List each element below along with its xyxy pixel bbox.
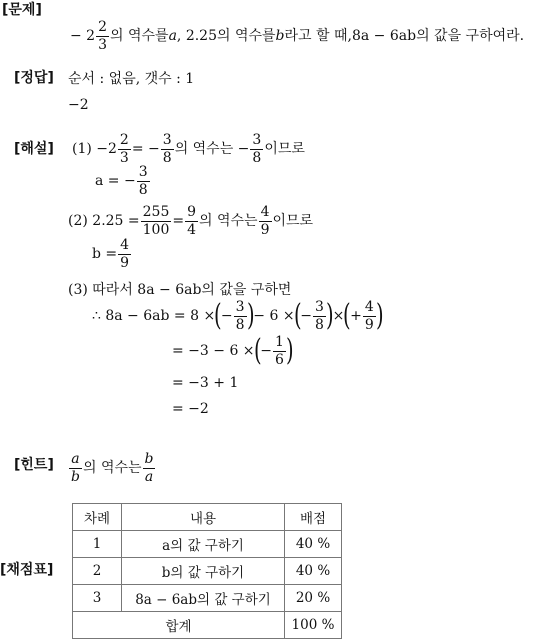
step-text: −	[220, 308, 233, 325]
frac-num: a	[71, 451, 80, 467]
solution-result-b	[92, 238, 132, 270]
solution-line-4: = −2	[172, 401, 209, 417]
row-points: 40 %	[285, 531, 342, 558]
problem-part: , 2.25의 역수를	[176, 28, 276, 45]
fraction	[137, 165, 150, 197]
total-points: 100 %	[285, 612, 342, 639]
fraction	[313, 300, 326, 332]
frac-den: 9	[260, 221, 270, 238]
frac-num: 3	[138, 164, 148, 180]
step-text: 의 역수는	[199, 213, 258, 230]
fraction	[234, 300, 247, 332]
answer-value: −2	[68, 97, 89, 113]
step-text: 의 역수는 −	[174, 141, 250, 158]
solution-step-1	[72, 133, 305, 165]
fraction	[185, 205, 198, 237]
header-content: 내용	[122, 504, 285, 531]
solution-label: [해설]	[14, 141, 54, 157]
frac-den: 8	[315, 316, 324, 333]
step-text: +	[350, 308, 362, 325]
solution-line-1	[92, 300, 382, 332]
row-points: 40 %	[285, 558, 342, 585]
frac-num: 3	[315, 299, 324, 315]
frac-num: 3	[235, 299, 245, 315]
problem-part: 의 값을 구하여라.	[416, 28, 525, 45]
step-text: 이므로	[264, 141, 305, 158]
fraction	[141, 205, 172, 237]
frac-den: 100	[142, 221, 170, 238]
frac-num: 4	[364, 299, 374, 315]
frac-num: 2	[119, 132, 129, 148]
row-content: b의 값 구하기	[122, 558, 285, 585]
row-points: 20 %	[285, 585, 342, 612]
frac-num: 3	[252, 132, 262, 148]
hint-label: [힌트]	[14, 457, 54, 473]
left-paren: (	[253, 333, 262, 369]
fraction	[118, 238, 131, 270]
solution-step-3-intro: (3) 따라서 8a − 6ab의 값을 구하면	[68, 282, 292, 298]
fraction	[118, 133, 131, 165]
problem-part: − 2	[70, 28, 96, 45]
row-no: 2	[73, 558, 122, 585]
fraction	[259, 205, 272, 237]
step-text: a = −	[95, 173, 136, 190]
step-text: =	[172, 213, 185, 230]
frac-num: 9	[187, 204, 197, 220]
step-text: ×	[332, 308, 345, 325]
step-text: ∴ 8a − 6ab = 8 ×	[92, 308, 216, 325]
frac-den: 8	[138, 181, 148, 198]
frac-num: b	[144, 451, 154, 467]
frac-den: 9	[120, 254, 130, 271]
step-text: −	[260, 343, 272, 360]
scoring-label: [채점표]	[0, 562, 54, 578]
row-no: 3	[73, 585, 122, 612]
frac-den: 4	[187, 221, 197, 238]
frac-num: 2	[98, 19, 108, 35]
row-content: a의 값 구하기	[122, 531, 285, 558]
frac-den: 3	[119, 149, 129, 166]
total-label: 합계	[73, 612, 285, 639]
answer-info: 순서 : 없음, 갯수 : 1	[68, 71, 195, 87]
left-paren: (	[293, 298, 302, 334]
mixed-fraction	[96, 20, 109, 52]
fraction	[250, 133, 263, 165]
frac-den: 8	[162, 149, 172, 166]
frac-num: 3	[162, 132, 172, 148]
frac-num: 4	[260, 204, 270, 220]
frac-num: 4	[120, 237, 130, 253]
fraction	[69, 452, 82, 484]
step-text: −	[300, 308, 313, 325]
problem-text	[70, 20, 524, 52]
frac-num: 255	[142, 204, 170, 220]
left-paren: (	[214, 298, 222, 334]
table-row	[73, 585, 342, 612]
frac-den: b	[71, 468, 80, 485]
right-paren: )	[325, 298, 334, 334]
var-b: b	[275, 28, 285, 45]
frac-den: 3	[98, 36, 108, 53]
step-text: (1) −2	[72, 141, 117, 158]
frac-den: a	[144, 468, 154, 485]
solution-line-2	[172, 335, 293, 367]
row-no: 1	[73, 531, 122, 558]
fraction	[363, 300, 376, 332]
hint-text	[68, 452, 156, 484]
step-text: b =	[92, 246, 118, 263]
right-paren: )	[375, 298, 384, 334]
header-order: 차례	[73, 504, 122, 531]
step-text: 이므로	[272, 213, 314, 230]
left-paren: (	[343, 298, 352, 334]
header-points: 배점	[285, 504, 342, 531]
right-paren: )	[285, 333, 294, 369]
solution-line-3: = −3 + 1	[172, 375, 239, 391]
fraction	[273, 335, 286, 367]
solution-result-a	[95, 165, 151, 197]
table-row	[73, 531, 342, 558]
frac-num: 1	[275, 334, 284, 350]
expression: 8a − 6ab	[351, 28, 417, 45]
var-a: a	[168, 28, 177, 45]
frac-den: 6	[275, 351, 284, 368]
fraction	[161, 133, 174, 165]
frac-den: 8	[235, 316, 245, 333]
step-text: (2) 2.25 =	[68, 213, 140, 230]
step-text: = −3 − 6 ×	[172, 343, 255, 360]
row-content: 8a − 6ab의 값 구하기	[122, 585, 285, 612]
frac-den: 8	[252, 149, 262, 166]
scoring-table	[72, 503, 342, 639]
step-text: = −	[131, 141, 160, 158]
problem-part: 라고 할 때,	[284, 28, 352, 45]
table-row	[73, 558, 342, 585]
answer-label: [정답]	[14, 70, 54, 86]
hint-mid: 의 역수는	[82, 460, 142, 477]
solution-step-2	[68, 205, 313, 237]
problem-label: [문제]	[2, 2, 42, 18]
table-total-row	[73, 612, 342, 639]
right-paren: )	[246, 298, 255, 334]
fraction	[143, 452, 156, 484]
frac-den: 9	[364, 316, 374, 333]
problem-part: 의 역수를	[110, 28, 169, 45]
step-text: − 6 ×	[253, 308, 295, 325]
table-header-row	[73, 504, 342, 531]
